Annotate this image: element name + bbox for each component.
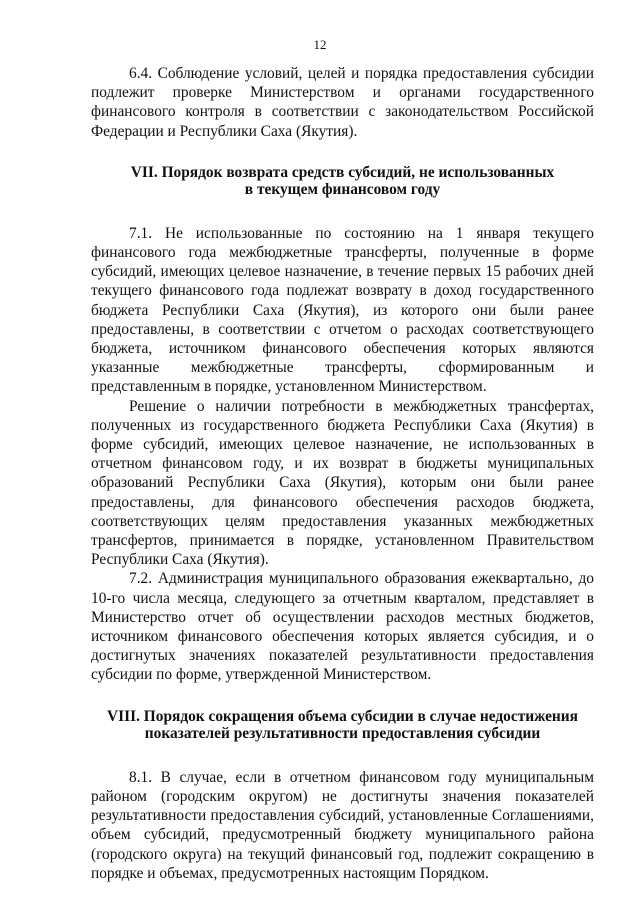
document-body — [91, 64, 594, 883]
section-heading-vii — [91, 164, 594, 198]
section-heading-viii-line1: VIII. Порядок сокращения объема субсидии в случае недостижения — [107, 707, 578, 725]
section-heading-viii — [91, 708, 594, 742]
page-number: 12 — [313, 37, 327, 52]
section-heading-vii-line2: в текущем финансовом году — [244, 180, 441, 198]
paragraph-7-1: 7.1. Не использованные по состоянию на 1 января текущего финансового года межбюджетные трансферты, полученные в форме субсидий, имеющих целевое назначение, в течение первых 15 рабочих дней текущего финансового года подлежат возврату в доход государственного бюджета Республики Саха (Якутия), из которого они были ранее предоставлены, в соответствии с отчетом о расходах соответствующего бюджета, источником финансового обеспечения которых являются указанные межбюджетные трансферты, сформированным и представленным в порядке, установленном Министерством. — [91, 224, 594, 396]
paragraph-6-4: 6.4. Соблюдение условий, целей и порядка предоставления субсидии подлежит проверке Министерством и органами государственного финансового контроля в соответствии с законодательством Российской Федерации и Республики Саха (Якутия). — [91, 65, 594, 140]
section-heading-viii-line2: показателей результативности предоставления субсидии — [144, 724, 541, 742]
section-heading-vii-line1: VII. Порядок возврата средств субсидий, не использованных — [130, 163, 555, 181]
paragraph-7-2: 7.2. Администрация муниципального образования ежеквартально, до 10-го числа месяца, следующего за отчетным кварталом, представляет в Министерство отчет об осуществлении расходов местных бюджетов, источником финансового обеспечения которых является субсидия, и о достигнутых значениях показателей результативности предоставления субсидии по форме, утвержденной Министерством. — [91, 570, 594, 684]
paragraph-7-1-continued: Решение о наличии потребности в межбюджетных трансфертах, полученных из государственного бюджета Республики Саха (Якутия) в форме субсидий, имеющих целевое назначение, не использованных в отчетном финансовом году, и их возврат в бюджеты муниципальных образований Республики Саха (Якутия), которым они были ранее предоставлены, для финансового обеспечения расходов бюджета, соответствующих целям предоставления указанных межбюджетных трансфертов, принимается в порядке, установленном Правительством Республики Саха (Якутия). — [91, 397, 594, 569]
paragraph-8-1: 8.1. В случае, если в отчетном финансовом году муниципальным районом (городским округом) не достигнуты значения показателей результативности предоставления субсидий, установленные Соглашениями, объем субсидий, предусмотренный бюджету муниципального района (городского округа) на текущий финансовый год, подлежит сокращению в порядке и объемах, предусмотренных настоящим Порядком. — [91, 768, 594, 882]
